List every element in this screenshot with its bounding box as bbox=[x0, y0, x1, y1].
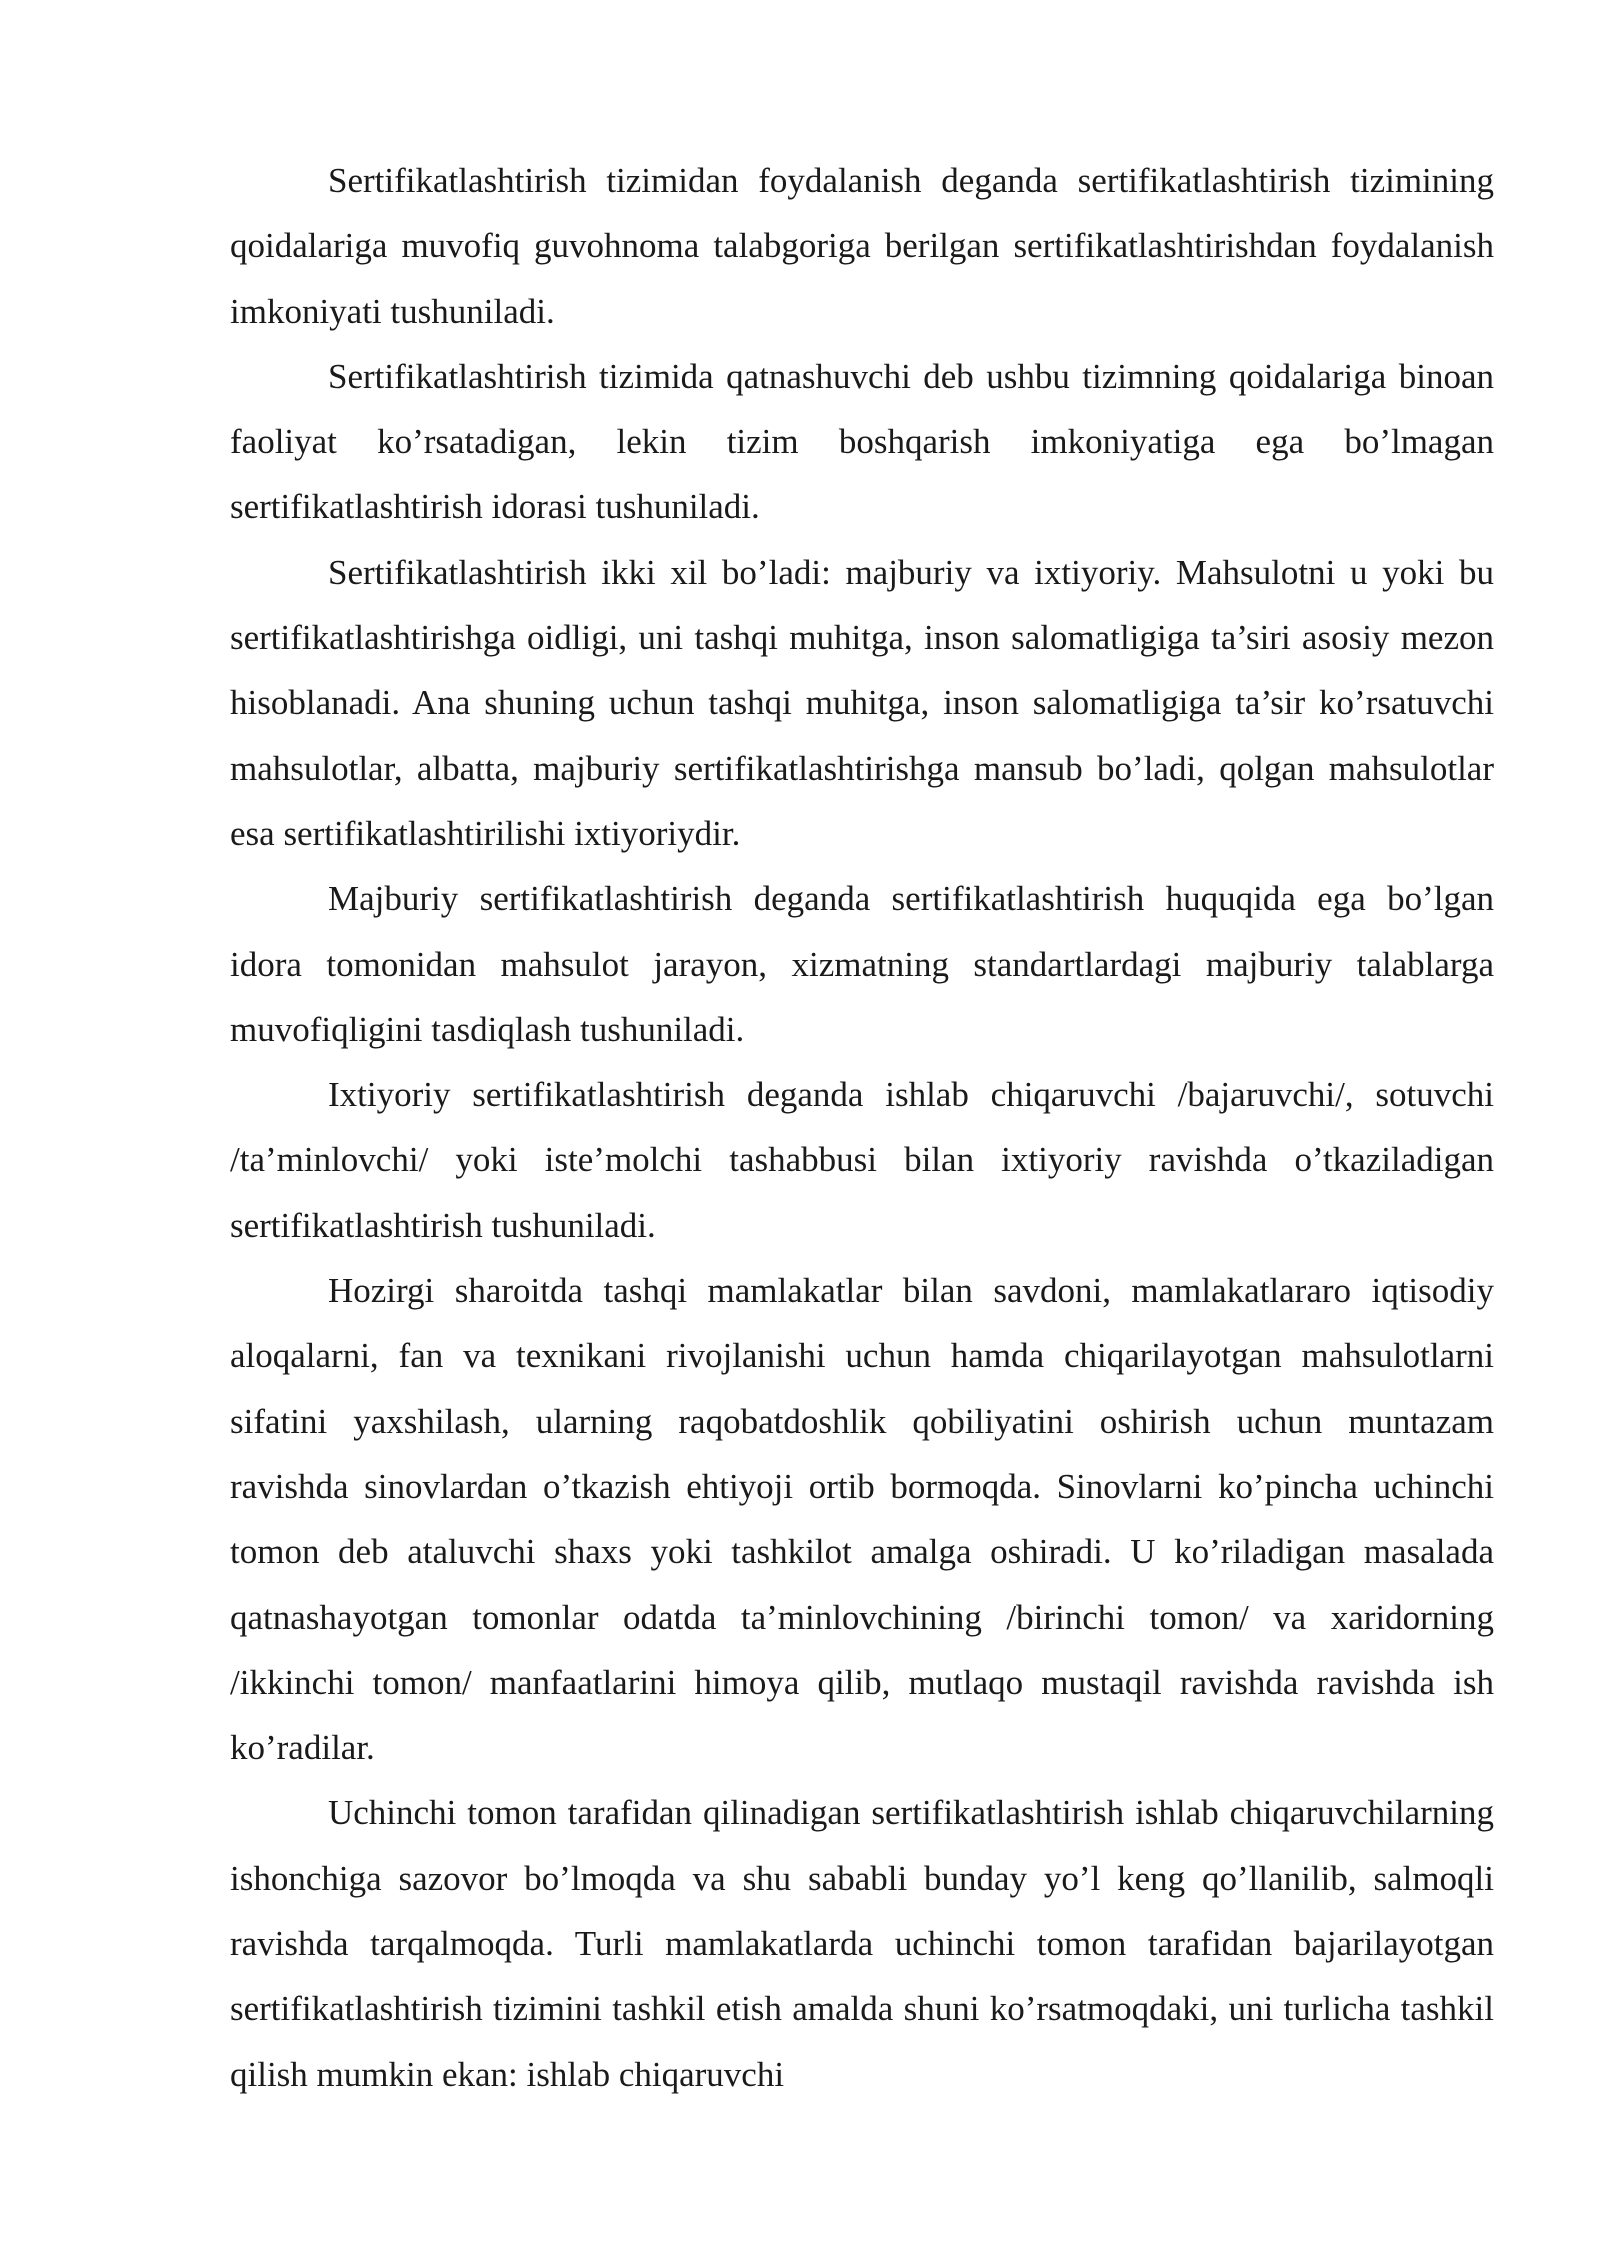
paragraph-certification-system-usage: Sertifikatlashtirish tizimidan foydalanish deganda sertifikatlashtirish tizimining qoidalariga muvofiq guvohnoma talabgoriga berilgan sertifikatlashtirishdan foydalanish imkoniyati tushuniladi. bbox=[230, 161, 1494, 331]
paragraph-certification-types: Sertifikatlashtirish ikki xil bo’ladi: majburiy va ixtiyoriy. Mahsulotni u yoki bu sertifikatlashtirishga oidligi, uni tashqi muhitga, inson salomatligiga ta’siri asosiy mezon hisoblanadi. Ana shuning uchun tashqi muhitga, inson salomatligiga ta’sir ko’rsatuvchi mahsulotlar, albatta, majburiy sertifikatlashtirishga mansub bo’ladi, qolgan mahsulotlar esa sertifikatlashtirilishi ixtiyoriydir. bbox=[230, 552, 1494, 853]
document-body bbox=[230, 148, 1494, 2107]
paragraph-voluntary-certification: Ixtiyoriy sertifikatlashtirish deganda ishlab chiqaruvchi /bajaruvchi/, sotuvchi /ta’minlovchi/ yoki iste’molchi tashabbusi bilan ixtiyoriy ravishda o’tkaziladigan sertifikatlashtirish tushuniladi. bbox=[230, 1075, 1494, 1245]
paragraph-third-party-testing: Hozirgi sharoitda tashqi mamlakatlar bilan savdoni, mamlakatlararo iqtisodiy aloqalarni, fan va texnikani rivojlanishi uchun hamda chiqarilayotgan mahsulotlarni sifatini yaxshilash, ularning raqobatdoshlik qobiliyatini oshirish uchun muntazam ravishda sinovlardan o’tkazish ehtiyoji ortib bormoqda. Sinovlarni ko’pincha uchinchi tomon deb ataluvchi shaxs yoki tashkilot amalga oshiradi. U ko’riladigan masalada qatnashayotgan tomonlar odatda ta’minlovchining /birinchi tomon/ va xaridorning /ikkinchi tomon/ manfaatlarini himoya qilib, mutlaqo mustaqil ravishda ravishda ish ko’radilar. bbox=[230, 1271, 1494, 1768]
paragraph-system-participant: Sertifikatlashtirish tizimida qatnashuvchi deb ushbu tizimning qoidalariga binoan faoliyat ko’rsatadigan, lekin tizim boshqarish imkoniyatiga ega bo’lmagan sertifikatlashtirish idorasi tushuniladi. bbox=[230, 356, 1494, 527]
paragraph-third-party-certification: Uchinchi tomon tarafidan qilinadigan sertifikatlashtirish ishlab chiqaruvchilarning ishonchiga sazovor bo’lmoqda va shu sababli bunday yo’l keng qo’llanilib, salmoqli ravishda tarqalmoqda. Turli mamlakatlarda uchinchi tomon tarafidan bajarilayotgan sertifikatlashtirish tizimini tashkil etish amalda shuni ko’rsatmoqdaki, uni turlicha tashkil qilish mumkin ekan: ishlab chiqaruvchi bbox=[230, 1793, 1494, 2094]
paragraph-mandatory-certification: Majburiy sertifikatlashtirish deganda sertifikatlashtirish huquqida ega bo’lgan idora tomonidan mahsulot jarayon, xizmatning standartlardagi majburiy talablarga muvofiqligini tasdiqlash tushuniladi. bbox=[230, 879, 1494, 1049]
